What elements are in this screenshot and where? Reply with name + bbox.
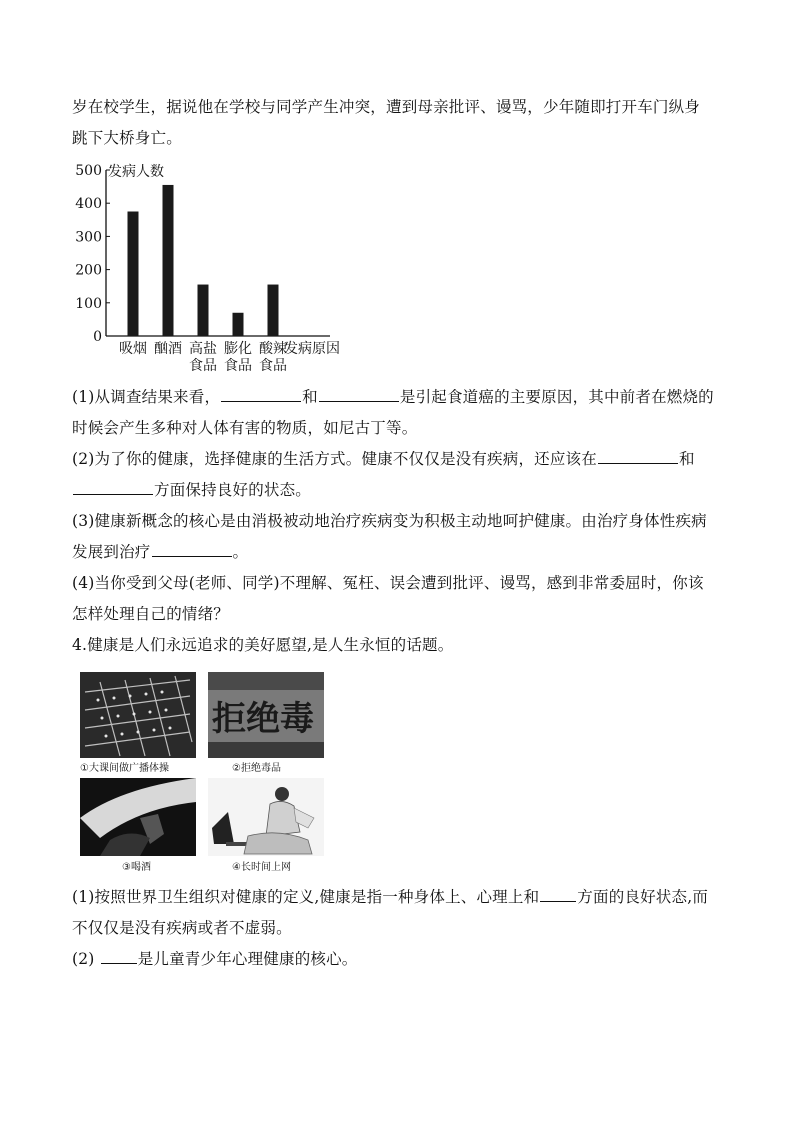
answer-blank-7[interactable] <box>101 948 137 965</box>
q4-text-b: 怎样处理自己的情绪？ <box>72 605 230 623</box>
chart-y-axis-label: 发病人数 <box>108 164 164 180</box>
anti-drug-overlay-text: 拒绝毒 <box>212 699 314 739</box>
internet-photo-icon <box>208 778 324 856</box>
photo-anti-drug <box>208 672 324 772</box>
question-3 <box>72 506 722 568</box>
s4q1-text-b: 方面的良好状态,而 <box>577 888 709 906</box>
chart-x-tick-label-line2: 食品 <box>224 358 252 373</box>
intro-line-2: 跳下大桥身亡。 <box>72 129 182 147</box>
answer-blank-1[interactable] <box>221 386 301 403</box>
q2-text-a: (2)为了你的健康，选择健康的生活方式。健康不仅仅是没有疾病，还应该在 <box>72 450 597 468</box>
q2-text-b: 和 <box>678 450 695 468</box>
answer-blank-3[interactable] <box>598 448 678 465</box>
photo-caption-1: ①大课间做广播体操 <box>80 763 169 774</box>
chart-x-axis-label: 发病原因 <box>284 341 340 357</box>
chart-y-ticks <box>75 163 110 345</box>
q3-text-a: (3)健康新概念的核心是由消极被动地治疗疾病变为积极主动地呵护健康。由治疗身体性疾病 <box>72 512 707 530</box>
q3-text-b: 发展到治疗 <box>72 543 151 561</box>
drinking-photo-icon <box>80 778 196 856</box>
answer-blank-2[interactable] <box>319 386 399 403</box>
photo-caption-3: ③喝酒 <box>122 862 151 873</box>
answer-blank-5[interactable] <box>152 541 232 558</box>
chart-bar <box>233 313 244 336</box>
s4q2-text-b: 是儿童青少年心理健康的核心。 <box>137 950 358 968</box>
section-4-heading: 4.健康是人们永远追求的美好愿望,是人生永恒的话题。 <box>72 636 454 654</box>
photo-caption-2: ②拒绝毒品 <box>232 763 281 774</box>
q1-text-d: 时候会产生多种对人体有害的物质，如尼古丁等。 <box>72 419 418 437</box>
section-4-question-1 <box>72 882 722 944</box>
intro-paragraph <box>72 92 722 154</box>
question-2 <box>72 444 722 506</box>
chart-y-tick-label: 500 <box>75 163 102 179</box>
answer-blank-4[interactable] <box>73 479 153 496</box>
q2-text-c: 方面保持良好的状态。 <box>154 481 312 499</box>
photo-drinking <box>80 778 196 873</box>
chart-axes <box>106 170 330 336</box>
photo-internet <box>208 778 324 873</box>
q3-text-c: 。 <box>232 543 249 561</box>
chart-bar <box>268 285 279 336</box>
question-1 <box>72 382 722 444</box>
chart-x-tick-label: 吸烟 <box>119 341 147 357</box>
chart-bar <box>163 185 174 336</box>
chart-x-tick-label: 酸辣 <box>259 341 287 357</box>
question-4 <box>72 568 722 630</box>
exercise-photo-icon <box>80 672 196 758</box>
chart-bar <box>198 285 209 336</box>
q1-text-c: 是引起食道癌的主要原因，其中前者在燃烧的 <box>399 388 714 406</box>
chart-x-tick-label: 高盐 <box>189 341 217 357</box>
photo-exercise <box>80 672 196 772</box>
chart-x-tick-label-line2: 食品 <box>259 358 287 373</box>
s4q2-text-a: (2) <box>72 950 100 968</box>
chart-x-tick-label-line2: 食品 <box>189 358 217 373</box>
chart-bars <box>128 185 279 336</box>
chart-y-tick-label: 0 <box>93 329 102 345</box>
chart-y-tick-label: 200 <box>75 262 102 279</box>
chart-y-tick-label: 100 <box>75 295 102 312</box>
s4q1-text-a: (1)按照世界卫生组织对健康的定义,健康是指一种身体上、心理上和 <box>72 888 540 906</box>
disease-cause-bar-chart <box>72 158 372 373</box>
photo-caption-4: ④长时间上网 <box>232 862 291 873</box>
chart-bar <box>128 212 139 337</box>
chart-x-tick-label: 酗酒 <box>154 341 182 357</box>
q1-text-b: 和 <box>302 388 318 406</box>
intro-line-1: 岁在校学生，据说他在学校与同学产生冲突，遭到母亲批评、谩骂，少年随即打开车门纵身 <box>72 98 701 116</box>
chart-x-labels <box>119 340 287 373</box>
section-4-question-2 <box>72 944 722 975</box>
chart-y-tick-label: 400 <box>75 196 102 213</box>
s4q1-text-c: 不仅仅是没有疾病或者不虚弱。 <box>72 919 292 937</box>
answer-blank-6[interactable] <box>540 886 576 903</box>
q4-text-a: (4)当你受到父母(老师、同学)不理解、冤枉、误会遭到批评、谩骂，感到非常委屈时，你该 <box>72 574 704 592</box>
chart-x-tick-label: 膨化 <box>224 341 252 357</box>
q1-text-a: (1)从调查结果来看， <box>72 388 221 406</box>
anti-drug-photo-icon <box>208 672 324 758</box>
chart-y-tick-label: 300 <box>75 229 102 246</box>
